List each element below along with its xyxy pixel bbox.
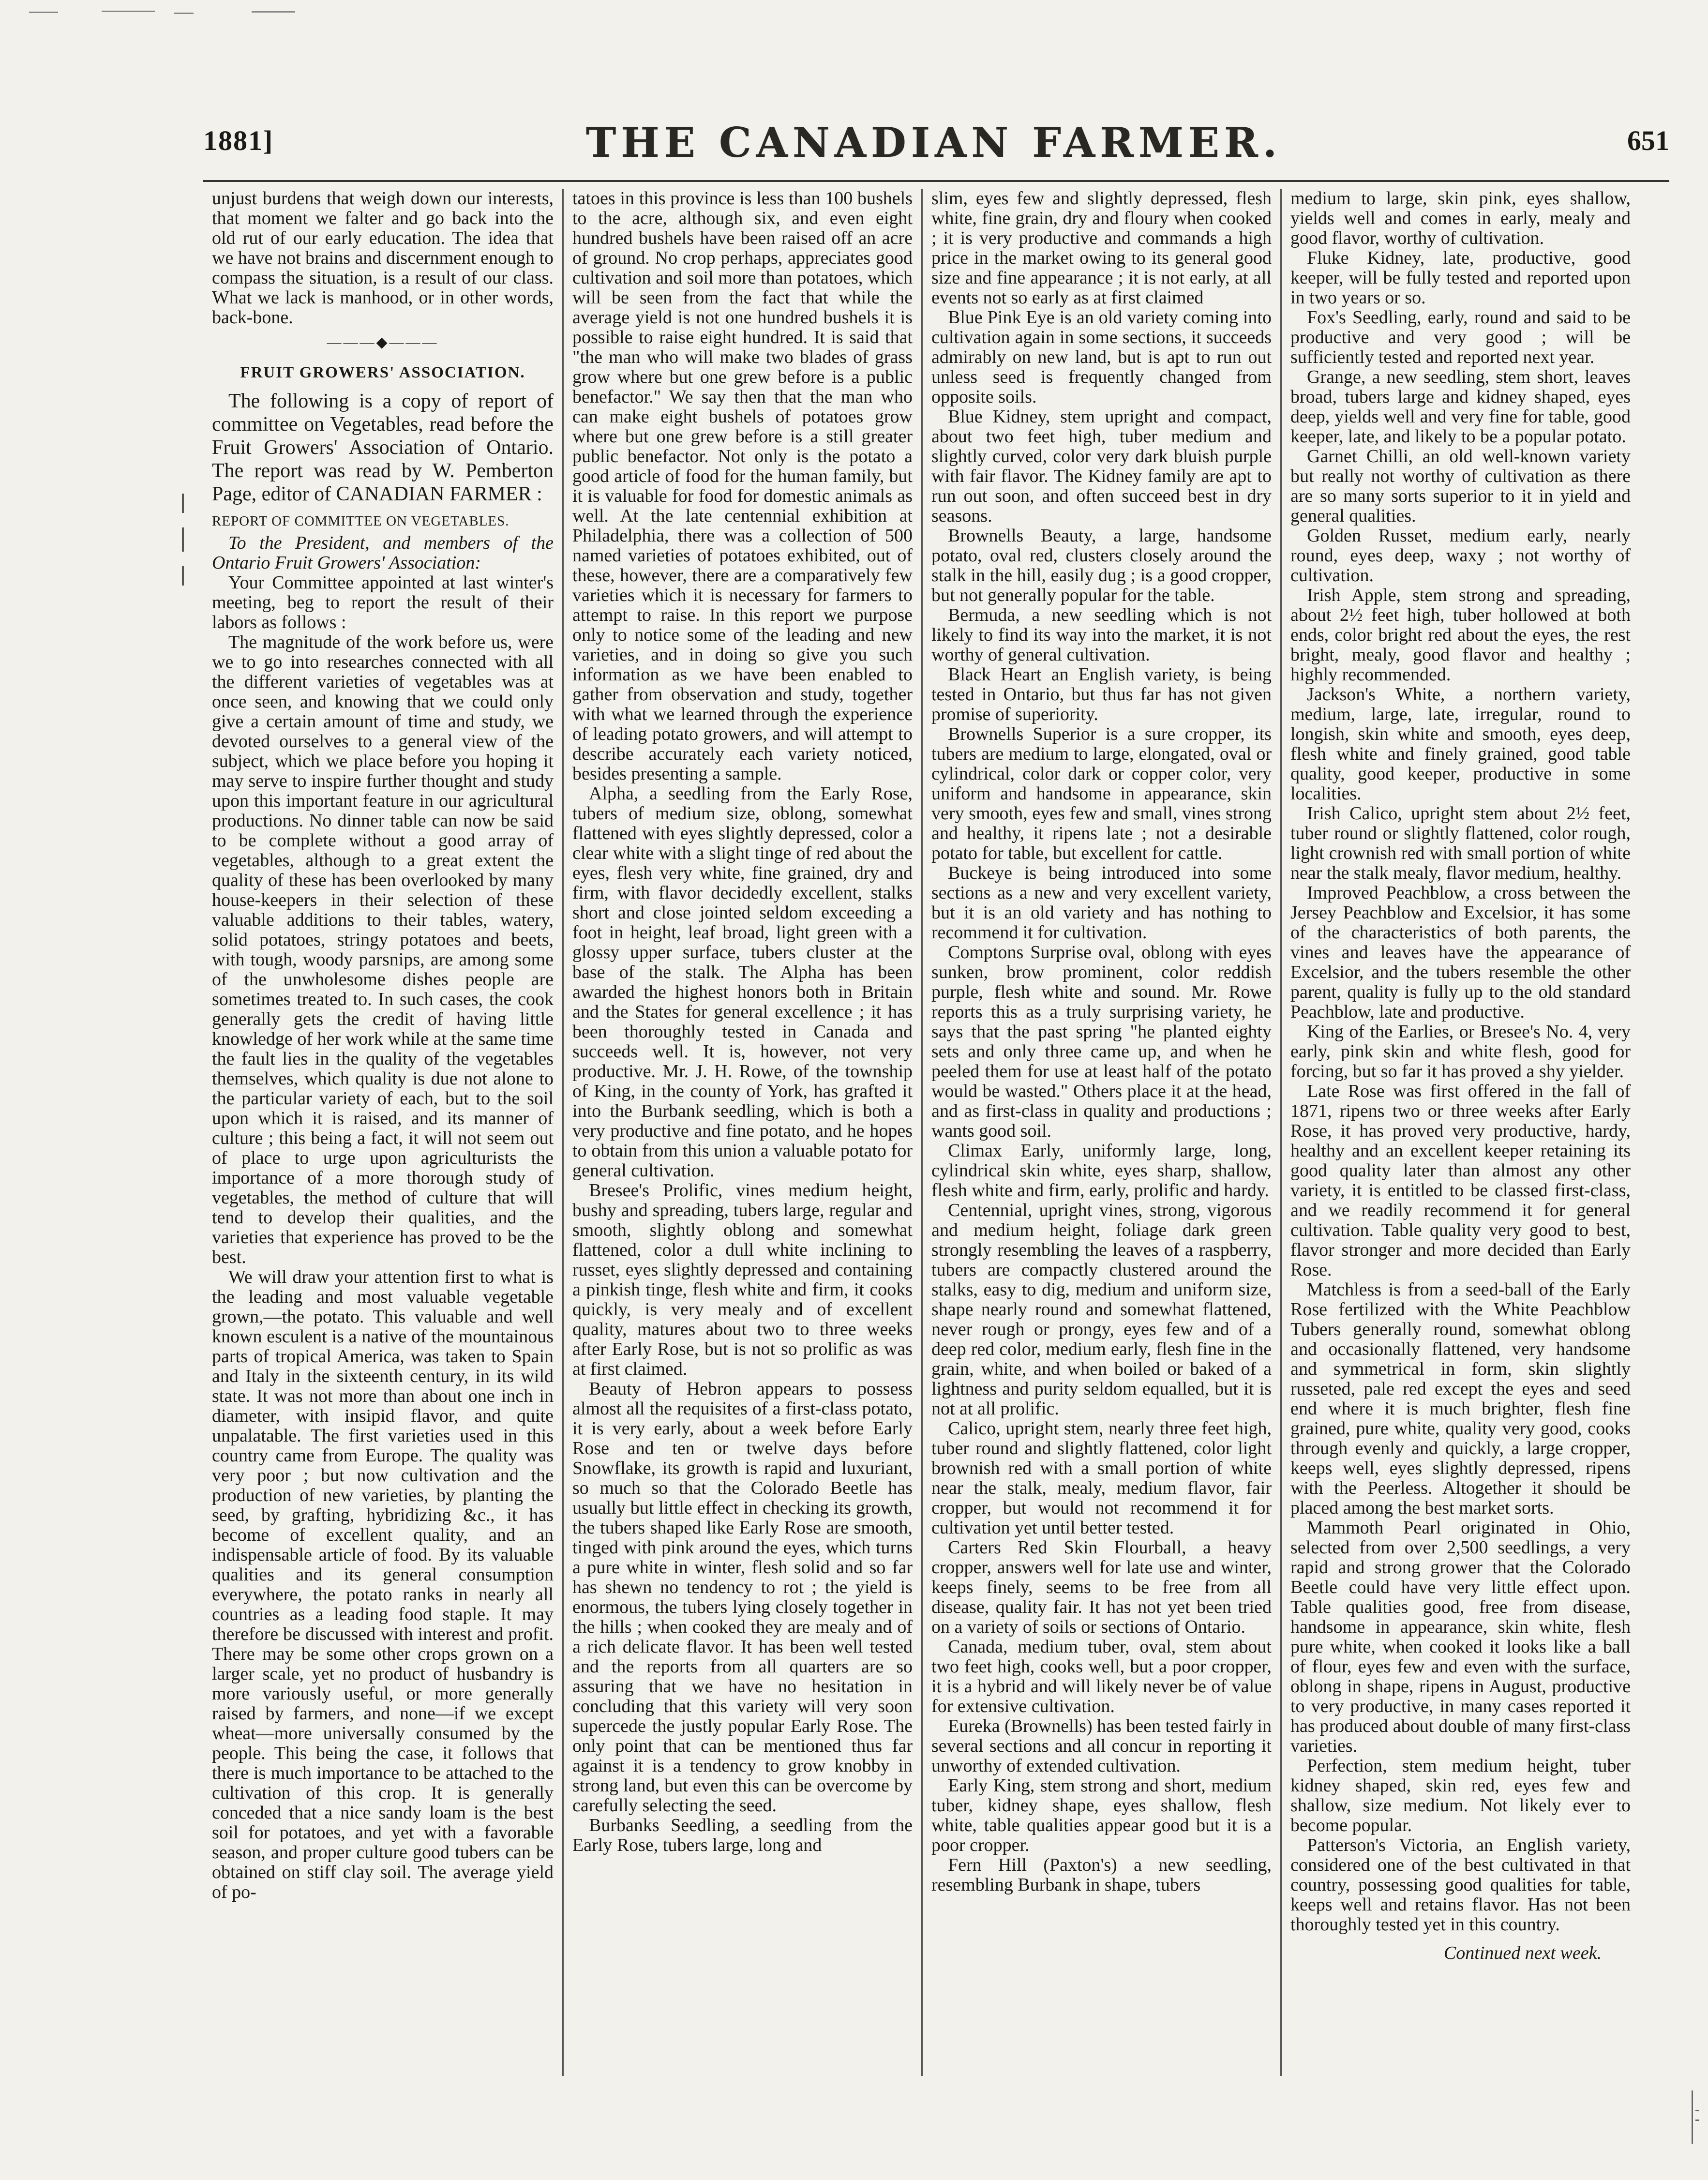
paragraph: Golden Russet, medium early, nearly round, eyes deep, waxy ; not worthy of cultivation. (1290, 526, 1631, 586)
paragraph: Canada, medium tuber, oval, stem about two feet high, cooks well, but a poor cropper, it is a hybrid and will likely never be of value for extensive cultivation. (931, 1637, 1272, 1716)
paragraph: Perfection, stem medium height, tuber kidney shaped, skin red, eyes few and shallow, size medium. Not likely ever to become popular. (1290, 1756, 1631, 1835)
paragraph: Eureka (Brownells) has been tested fairly in several sections and all concur in reporting it unworthy of extended cultivation. (931, 1716, 1272, 1776)
paragraph: Climax Early, uniformly large, long, cylindrical skin white, eyes sharp, shallow, flesh white and firm, early, prolific and hardy. (931, 1141, 1272, 1201)
scan-corner-mark (1689, 2090, 1703, 2149)
paragraph: Fox's Seedling, early, round and said to be productive and very good ; will be sufficiently tested and reported next year. (1290, 307, 1631, 367)
paragraph: Beauty of Hebron appears to possess almost all the requisites of a first-class potato, it is very early, about a week before Early Rose and ten or twelve days before Snowflake, its growth is rapid and luxuriant, so much so that the Colorado Beetle has usually but little effect in checking its growth, the tubers shaped like Early Rose are smooth, tinged with pink around the eyes, which turns a pure white in winter, flesh solid and so far has shewn no tendency to rot ; the yield is enormous, the tubers lying closely together in the hills ; when cooked they are mealy and of a rich delicate flavor. It has been well tested and the reports from all quarters are so assuring that we have no hesitation in concluding that this variety will very soon supercede the justly popular Early Rose. The only point that can be mentioned thus far against it is a tendency to grow knobby in strong land, but even this can be overcome by carefully selecting the seed. (572, 1379, 913, 1816)
report-subheading: REPORT OF COMMITTEE ON VEGETABLES. (212, 513, 509, 529)
paragraph: unjust burdens that weigh down our interests, that moment we falter and go back into the old rut of our early education. The idea that we have not brains and discernment enough to compass the situation, is a result of our class. What we lack is manhood, or in other words, back-bone. (212, 189, 554, 328)
paragraph: Bresee's Prolific, vines medium height, bushy and spreading, tubers large, regular and smooth, slightly oblong and somewhat flattened, color a dull white inclining to russet, eyes slightly depressed and containing a pinkish tinge, flesh white and firm, it cooks quickly, is very mealy and of excellent quality, matures about two to three weeks after Early Rose, but is not so prolific as was at first claimed. (572, 1180, 913, 1379)
paragraph: slim, eyes few and slightly depressed, flesh white, fine grain, dry and floury when cooked ; it is very productive and commands a high price in the market owing to its general good size and fine appearance ; it is not early, at all events not so early as at first claimed (931, 189, 1272, 308)
paragraph: Comptons Surprise oval, oblong with eyes sunken, brow prominent, color reddish purple, flesh white and sound. Mr. Rowe reports this as a truly surprising variety, he says that the past spring "he planted eighty sets and only three came up, and when he peeled them for use at least half of the potato would be wasted." Others place it at the head, and as first-class in quality and productions ; wants good soil. (931, 942, 1272, 1141)
header-rule (203, 180, 1669, 182)
paragraph: The following is a copy of report of committee on Vegetables, read before the Fruit Growers' Association of Ontario. The report was read by W. Pemberton Page, editor of CANADIAN FARMER : (212, 390, 554, 505)
scan-noise (29, 10, 339, 15)
paragraph: Buckeye is being introduced into some sections as a new and very excellent variety, but it is an old variety and has nothing to recommend it for cultivation. (931, 863, 1272, 943)
article-columns (203, 189, 1669, 2076)
paragraph: Patterson's Victoria, an English variety, considered one of the best cultivated in that country, possessing good qualities for table, keeps well and retains flavor. Has not been thoroughly tested yet in this country. (1290, 1835, 1631, 1935)
column-2 (562, 189, 921, 2076)
paragraph: Garnet Chilli, an old well-known variety but really not worthy of cultivation as there are so many sorts superior to it in yield and general qualities. (1290, 446, 1631, 526)
paragraph: Grange, a new seedling, stem short, leaves broad, tubers large and kidney shaped, eyes deep, yields well and very fine for table, good keeper, late, and likely to be a popular potato. (1290, 367, 1631, 447)
page-header (203, 119, 1669, 172)
paragraph: Fluke Kidney, late, productive, good keeper, will be fully tested and reported upon in two years or so. (1290, 248, 1631, 308)
column-3 (921, 189, 1280, 2076)
page-number: 651 (1627, 125, 1669, 156)
paragraph: King of the Earlies, or Bresee's No. 4, very early, pink skin and white flesh, good for forcing, but so far it has proved a shy yielder. (1290, 1022, 1631, 1082)
paragraph: medium to large, skin pink, eyes shallow, yields well and comes in early, mealy and good flavor, worthy of cultivation. (1290, 189, 1631, 248)
paragraph: Bermuda, a new seedling which is not likely to find its way into the market, it is not worthy of general cultivation. (931, 605, 1272, 665)
paragraph: Brownells Beauty, a large, handsome potato, oval red, clusters closely around the stalk in the hill, easily dug ; is a good cropper, but not generally popular for the table. (931, 526, 1272, 605)
paragraph: Blue Pink Eye is an old variety coming into cultivation again in some sections, it succeeds admirably on new land, but is apt to run out unless seed is frequently changed from opposite soils. (931, 307, 1272, 407)
paragraph: Calico, upright stem, nearly three feet high, tuber round and slightly flattened, color light brownish red with a small portion of white near the stalk, mealy, medium flavor, fair cropper, but would not recommend it for cultivation yet until better tested. (931, 1418, 1272, 1538)
paragraph: Late Rose was first offered in the fall of 1871, ripens two or three weeks after Early Rose, it has proved very productive, hardy, healthy and an excellent keeper retaining its good quality later than almost any other variety, it is entitled to be classed first-class, and we readily recommend it for general cultivation. Table quality very good to best, flavor stronger and more decided than Early Rose. (1290, 1081, 1631, 1280)
paragraph: Early King, stem strong and short, medium tuber, kidney shape, eyes shallow, flesh white, table qualities appear good but it is a poor cropper. (931, 1775, 1272, 1855)
paragraph: Fern Hill (Paxton's) a new seedling, resembling Burbank in shape, tubers (931, 1855, 1272, 1895)
paragraph: tatoes in this province is less than 100 bushels to the acre, although six, and even eight hundred bushels have been raised off an acre of ground. No crop perhaps, appreciates good cultivation and soil more than potatoes, which will be seen from the fact that while the average yield is not one hundred bushels it is possible to raise eight hundred. It is said that "the man who will make two blades of grass grow where but one grew before is a public benefactor." We say then that the man who can make eight bushels of potatoes grow where but one grew before is a still greater public benefactor. Not only is the potato a good article of food for the human family, but it is valuable for food for domestic animals as well. At the late centennial exhibition at Philadelphia, there was a collection of 500 named varieties of potatoes exhibited, out of these, however, there are a comparatively few varieties which it is necessary for farmers to attempt to raise. In this report we purpose only to notice some of the leading and new varieties, and in doing so give you such information as we have been enabled to gather from observation and study, together with what we learned through the experience of leading potato growers, and will attempt to describe accurately each variety noticed, besides presenting a sample. (572, 189, 913, 784)
paragraph: Improved Peachblow, a cross between the Jersey Peachblow and Excelsior, it has some of the characteristics of both parents, the vines and leaves have the appearance of Excelsior, and the tubers resemble the other parent, quality is fully up to the old standard Peachblow, late and productive. (1290, 883, 1631, 1022)
paragraph: Matchless is from a seed-ball of the Early Rose fertilized with the White Peachblow Tubers generally round, somewhat oblong and occasionally flattened, very handsome and symmetrical in form, skin slightly russeted, pale red except the eyes and seed end where it is much brighter, flesh fine grained, pure white, quality very good, cooks through evenly and quickly, a large cropper, keeps well, eyes slightly depressed, ripens with the Peerless. Altogether it should be placed among the best market sorts. (1290, 1279, 1631, 1518)
masthead-title: THE CANADIAN FARMER. (585, 119, 1282, 166)
paragraph: Blue Kidney, stem upright and compact, about two feet high, tuber medium and slightly curved, color very dark bluish purple with fair flavor. The Kidney family are apt to run out soon, and often succeed best in dry seasons. (931, 406, 1272, 526)
paragraph: Jackson's White, a northern variety, medium, large, late, irregular, round to longish, skin white and smooth, eyes deep, flesh white and finely grained, good table quality, good keeper, productive in some localities. (1290, 684, 1631, 804)
paragraph: We will draw your attention first to what is the leading and most valuable vegetable grown,—the potato. This valuable and well known esculent is a native of the mountainous parts of tropical America, was taken to Spain and Italy in the sixteenth century, in its wild state. It was not more than about one inch in diameter, with insipid flavor, and quite unpalatable. The first varieties used in this country came from Europe. The quality was very poor ; but now cultivation and the production of new varieties, by planting the seed, by grafting, hybridizing &c., it has become of excellent quality, and an indispensable article of food. By its valuable qualities and its general consumption everywhere, the potato ranks in nearly all countries as a leading food staple. It may therefore be discussed with interest and profit. There may be some other crops grown on a larger scale, yet no product of husbandry is more variously useful, or more generally raised by farmers, and none—if we except wheat—more universally consumed by the people. This being the case, it follows that there is much importance to be attached to the cultivation of this crop. It is generally conceded that a nice sandy loam is the best soil for potatoes, and yet with a favorable season, and proper culture good tubers can be obtained on stiff clay soil. The average yield of po- (212, 1267, 554, 1902)
paragraph: Your Committee appointed at last winter's meeting, beg to report the result of their labors as follows : (212, 572, 554, 632)
paragraph: Irish Apple, stem strong and spreading, about 2½ feet high, tuber hollowed at both ends, color bright red about the eyes, the rest bright, mealy, good flavor and healthy ; highly recommended. (1290, 585, 1631, 685)
paragraph: Mammoth Pearl originated in Ohio, selected from over 2,500 seedlings, a very rapid and strong grower that the Colorado Beetle could have very little effect upon. Table qualities good, free from disease, handsome in appearance, skin white, flesh pure white, when cooked it looks like a ball of flour, eyes few and even with the surface, oblong in shape, ripens in August, productive to very productive, in many cases reported it has produced about double of many first-class varieties. (1290, 1518, 1631, 1756)
column-1 (203, 189, 562, 2076)
section-heading: FRUIT GROWERS' ASSOCIATION. (240, 364, 525, 381)
paragraph: The magnitude of the work before us, were we to go into researches connected with all the different varieties of vegetables was at once seen, and knowing that we could only give a certain amount of time and study, we devoted ourselves to a general view of the subject, which we place before you hoping it may serve to inspire further thought and study upon this important feature in our agricultural productions. No dinner table can now be said to be complete without a good array of vegetables, although to a great extent the quality of these has been overlooked by many house-keepers in their selection of these valuable additions to their tables, watery, solid potatoes, stringy potatoes and beets, with tough, woody parsnips, are among some of the unwholesome dishes people are sometimes treated to. In such cases, the cook generally gets the credit of having little knowledge of her work while at the same time the fault lies in the quality of the vegetables themselves, which quality is due not alone to the particular variety of each, but to the soil upon which it is raised, and its manner of culture ; this being a fact, it will not seem out of place to urge upon agriculturists the importance of a more thorough study of vegetables, the method of culture that will tend to develop their qualities, and the varieties that experience has proved to be the best. (212, 632, 554, 1267)
paragraph: Alpha, a seedling from the Early Rose, tubers of medium size, oblong, somewhat flattened with eyes slightly depressed, color a clear white with a slight tinge of red about the eyes, flesh very white, fine grained, dry and firm, with flavor decidedly excellent, stalks short and close jointed seldom exceeding a foot in height, leaf broad, light green with a glossy upper surface, tubers cluster at the base of the stalk. The Alpha has been awarded the highest honors both in Britain and the States for general excellence ; it has been thoroughly tested in Canada and succeeds well. It is, however, not very productive. Mr. J. H. Rowe, of the township of King, in the county of York, has grafted it into the Burbank seedling, which is both a very productive and fine potato, and he hopes to obtain from this union a valuable potato for general cultivation. (572, 783, 913, 1181)
paragraph: Carters Red Skin Flourball, a heavy cropper, answers well for late use and winter, keeps finely, seems to be free from all disease, quality fair. It has not yet been tried on a variety of soils or sections of Ontario. (931, 1537, 1272, 1637)
header-year: 1881] (203, 125, 274, 156)
paragraph: Black Heart an English variety, is being tested in Ontario, but thus far has not given promise of superiority. (931, 664, 1272, 724)
continued-note: Continued next week. (1443, 1943, 1602, 1963)
paragraph: Centennial, upright vines, strong, vigorous and medium height, foliage dark green strongly resembling the leaves of a raspberry, tubers are compactly clustered around the stalks, easy to dig, medium and uniform size, shape nearly round and somewhat flattened, never rough or prongy, eyes few and of a deep red color, medium early, flesh fine in the grain, white, and when boiled or baked of a lightness and purity seldom equalled, but it is not at all prolific. (931, 1200, 1272, 1419)
paragraph: Burbanks Seedling, a seedling from the Early Rose, tubers large, long and (572, 1815, 913, 1855)
report-address: To the President, and members of the Ontario Fruit Growers' Association: (212, 533, 554, 573)
margin-marks (182, 494, 188, 590)
column-4 (1280, 189, 1639, 2076)
paragraph: Irish Calico, upright stem about 2½ feet, tuber round or slightly flattened, color rough, light crownish red with small portion of white near the stalk mealy, flavor medium, healthy. (1290, 803, 1631, 883)
paragraph: Brownells Superior is a sure cropper, its tubers are medium to large, elongated, oval or cylindrical, color dark or copper color, very uniform and handsome in appearance, skin very smooth, eyes few and small, vines strong and healthy, it ripens late ; not a desirable potato for table, but excellent for cattle. (931, 724, 1272, 863)
section-divider-ornament: ———◆——— (327, 334, 439, 350)
